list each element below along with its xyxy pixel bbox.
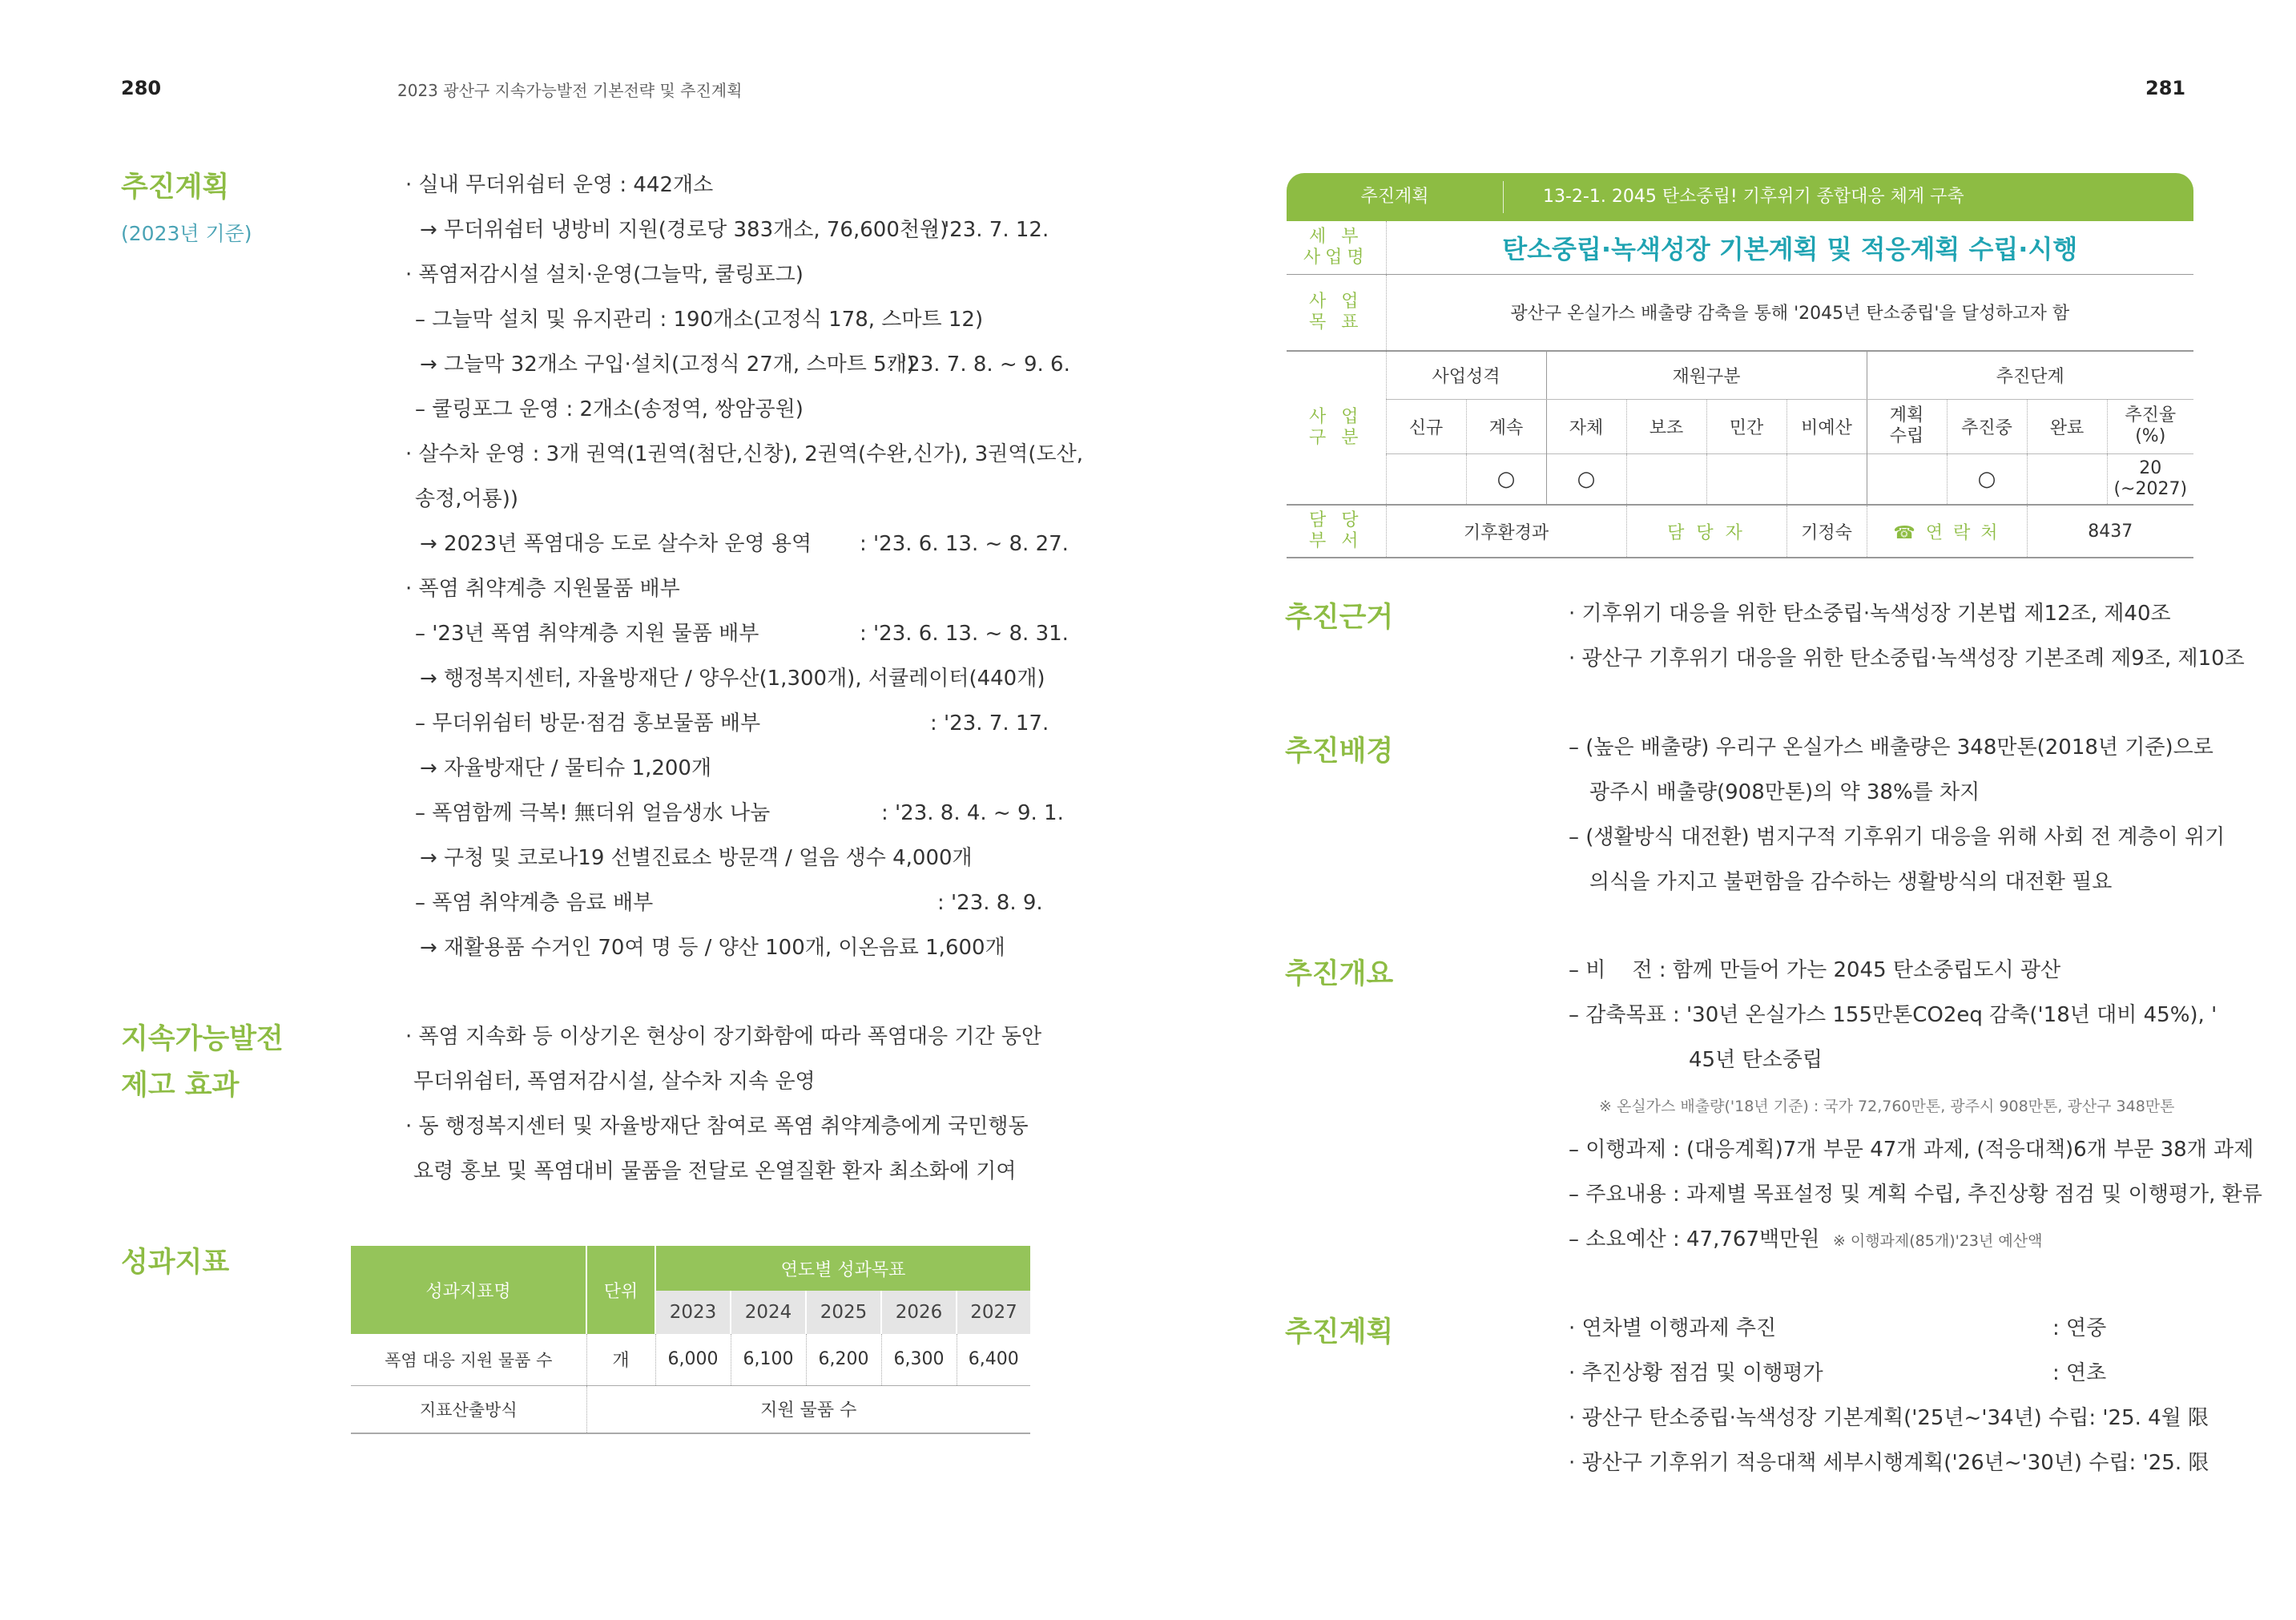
plan-date: : '23. 8. 9.: [937, 891, 1043, 915]
kpi-year: 2023: [655, 1291, 731, 1334]
plan-line: → 2023년 폭염대응 도로 살수차 운영 용역: [420, 532, 812, 556]
project-table-header: [1287, 173, 2193, 221]
section-title-plan: 추진계획: [121, 171, 230, 204]
project-type-label: 사 업 구 분: [1309, 407, 1364, 448]
plan-date: : '23. 8. 4. ~ 9. 1.: [881, 801, 1064, 825]
section-title-sustain: [121, 1016, 284, 1109]
plan-right-line: · 추진상황 점검 및 이행평가: [1569, 1361, 1823, 1385]
overview-note: ※ 온실가스 배출량('18년 기준) : 국가 72,760만톤, 광주시 908만톤, 광산구 348만톤: [1599, 1098, 2175, 1115]
plan-line: · 살수차 운영 : 3개 권역(1권역(첨단,신창), 2권역(수완,신가), 3권역(도산,: [405, 442, 1084, 466]
project-mark: [1386, 453, 1466, 505]
overview-budget-note: ※ 이행과제(85개)'23년 예산액: [1832, 1232, 2043, 1250]
basis-line: · 광산구 기후위기 대응을 위한 탄소중립·녹색성장 기본조례 제9조, 제10조: [1569, 647, 2245, 671]
plan-line: → 구청 및 코로나19 선별진료소 방문객 / 얼음 생수 4,000개: [420, 846, 973, 870]
project-col-label: 자체: [1546, 399, 1626, 453]
kpi-header-indicator: 성과지표명: [351, 1246, 586, 1334]
kpi-header-targets: 연도별 성과목표: [655, 1246, 1030, 1291]
plan-line: – 쿨링포그 운영 : 2개소(송정역, 쌍암공원): [415, 397, 804, 421]
plan-line: – 폭염함께 극복! 無더위 얼음생水 나눔: [415, 801, 771, 825]
right-page-number: 281: [2145, 77, 2186, 99]
project-col-label: 비예산: [1786, 399, 1867, 453]
project-col-label: 추진율 (%): [2107, 399, 2193, 453]
plan-right-line: · 광산구 탄소중립·녹색성장 기본계획('25년~'34년) 수립: '25. 4월 限: [1569, 1406, 2209, 1430]
section-title-sustain-line2: 제고 효과: [121, 1070, 240, 1102]
project-person-value: 기정숙: [1786, 505, 1867, 558]
project-col-label: 신규: [1386, 399, 1466, 453]
sustain-list: [405, 1014, 1042, 1194]
kpi-year: 2027: [957, 1291, 1030, 1334]
plan-line: 송정,어룡)): [415, 487, 519, 511]
left-page-number: 280: [121, 77, 162, 99]
background-line: – (높은 배출량) 우리구 온실가스 배출량은 348만톤(2018년 기준)으로: [1569, 735, 2213, 760]
project-dept-value: 기후환경과: [1386, 505, 1626, 558]
section-subtitle-plan: (2023년 기준): [121, 222, 252, 245]
kpi-row-value: 6,100: [731, 1334, 806, 1385]
plan-line: → 무더위쉼터 냉방비 지원(경로당 383개소, 76,600천원): [420, 218, 949, 242]
overview-goal: 45년 탄소중립: [1689, 1048, 1823, 1072]
sustain-line: 무더위쉼터, 폭염저감시설, 살수차 지속 운영: [413, 1070, 816, 1094]
overview-list: [1569, 948, 2262, 1262]
plan-line: · 폭염 취약계층 지원물품 배부: [405, 577, 680, 601]
project-person-label: 담 당 자: [1626, 505, 1786, 558]
plan-right-line: · 연차별 이행과제 추진: [1569, 1316, 1777, 1340]
plan-line: – '23년 폭염 취약계층 지원 물품 배부: [415, 622, 759, 646]
plan-line: → 그늘막 32개소 구입·설치(고정식 27개, 스마트 5개): [420, 353, 915, 377]
plan-line: → 행정복지센터, 자율방재단 / 양우산(1,300개), 서큘레이터(440개): [420, 667, 1045, 691]
plan-line: → 자율방재단 / 물티슈 1,200개: [420, 756, 712, 780]
sustain-line: · 폭염 지속화 등 이상기온 현상이 장기화함에 따라 폭염대응 기간 동안: [405, 1025, 1042, 1049]
plan-line: – 폭염 취약계층 음료 배부: [415, 891, 654, 915]
section-title-overview: 추진개요: [1285, 958, 1394, 990]
overview-budget: – 소요예산 : 47,767백만원: [1569, 1227, 1820, 1251]
kpi-row-name: 폭염 대응 지원 물품 수: [385, 1350, 553, 1370]
project-mark: [1706, 453, 1786, 505]
kpi-year: 2026: [881, 1291, 957, 1334]
kpi-year: 2025: [806, 1291, 881, 1334]
project-contact-value: 8437: [2027, 505, 2193, 558]
background-line: 광주시 배출량(908만톤)의 약 38%를 차지: [1589, 780, 1980, 804]
plan-line: – 무더위쉼터 방문·점검 홍보물품 배부: [415, 711, 761, 735]
plan-right-date: : 연초: [2052, 1361, 2107, 1385]
overview-content: – 주요내용 : 과제별 목표설정 및 계획 수립, 추진상황 점검 및 이행평가, 환류: [1569, 1183, 2262, 1207]
plan-right-list: [1569, 1306, 2226, 1485]
project-mark: 20 (~2027): [2107, 453, 2193, 505]
project-dept-label: 담 당 부 서: [1309, 510, 1364, 551]
project-col-label: 추진중: [1947, 399, 2027, 453]
project-contact-label: ☎ 연 락 처: [1867, 505, 2027, 558]
plan-date: : '23. 6. 13. ~ 8. 27.: [860, 532, 1069, 556]
project-mark: [1786, 453, 1867, 505]
kpi-year: 2024: [731, 1291, 806, 1334]
background-line: 의식을 가지고 불편함을 감수하는 생활방식의 대전환 필요: [1589, 870, 2113, 894]
project-group-funding: 재원구분: [1546, 351, 1867, 399]
project-name-label: 세 부 사업명: [1303, 226, 1369, 268]
project-col-label: 계획 수립: [1867, 399, 1947, 453]
project-col-label: 계속: [1466, 399, 1546, 453]
kpi-row-value: 6,200: [806, 1334, 881, 1385]
section-title-sustain-line1: 지속가능발전: [121, 1023, 284, 1055]
project-col-label: 보조: [1626, 399, 1706, 453]
project-group-nature: 사업성격: [1386, 351, 1546, 399]
project-goal-value: 광산구 온실가스 배출량 감축을 통해 '2045년 탄소중립'을 달성하고자 함: [1386, 274, 2193, 351]
project-header-label: 추진계획: [1360, 187, 1429, 207]
kpi-header-unit: 단위: [586, 1246, 655, 1334]
plan-date: : '23. 7. 17.: [930, 711, 1049, 735]
kpi-method-label: 지표산출방식: [419, 1400, 518, 1420]
overview-goal: – 감축목표 : '30년 온실가스 155만톤CO2eq 감축('18년 대비 45%), ': [1569, 1003, 2217, 1027]
project-col-label: 민간: [1706, 399, 1786, 453]
kpi-table: [351, 1246, 1030, 1434]
project-goal-label: 사 업 목 표: [1309, 291, 1364, 332]
kpi-row-value: 6,300: [881, 1334, 957, 1385]
overview-tasks: – 이행과제 : (대응계획)7개 부문 47개 과제, (적응대책)6개 부문 38개 과제: [1569, 1138, 2254, 1162]
kpi-method-value: 지원 물품 수: [586, 1385, 1030, 1433]
background-list: [1569, 725, 2226, 905]
project-mark: ○: [1546, 453, 1626, 505]
sustain-line: 요령 홍보 및 폭염대비 물품을 전달로 온열질환 환자 최소화에 기여: [413, 1159, 1017, 1183]
project-mark: ○: [1466, 453, 1546, 505]
plan-right-line: · 광산구 기후위기 적응대책 세부시행계획('26년~'30년) 수립: '25. 限: [1569, 1451, 2209, 1475]
project-name-value: 탄소중립·녹색성장 기본계획 및 적응계획 수립·시행: [1386, 221, 2193, 274]
plan-date: : '23. 7. 8. ~ 9. 6.: [888, 353, 1070, 377]
background-line: – (생활방식 대전환) 범지구적 기후위기 대응을 위해 사회 전 계층이 위기: [1569, 825, 2226, 849]
project-group-stage: 추진단계: [1867, 351, 2193, 399]
plan-list: [405, 163, 1084, 970]
project-header-value: 13-2-1. 2045 탄소중립! 기후위기 종합대응 체계 구축: [1543, 187, 1964, 207]
kpi-row-value: 6,400: [957, 1334, 1030, 1385]
basis-line: · 기후위기 대응을 위한 탄소중립·녹색성장 기본법 제12조, 제40조: [1569, 602, 2171, 626]
project-table: [1287, 221, 2193, 558]
overview-vision: – 비 전 : 함께 만들어 가는 2045 탄소중립도시 광산: [1569, 958, 2061, 982]
section-title-background: 추진배경: [1285, 735, 1394, 768]
plan-date: : '23. 6. 13. ~ 8. 31.: [860, 622, 1069, 646]
plan-right-date: : 연중: [2052, 1316, 2107, 1340]
kpi-row-unit: 개: [586, 1334, 655, 1385]
project-mark: [1867, 453, 1947, 505]
basis-list: [1569, 591, 2245, 681]
project-mark: ○: [1947, 453, 2027, 505]
project-mark: [2027, 453, 2107, 505]
kpi-row-value: 6,000: [655, 1334, 731, 1385]
sustain-line: · 동 행정복지센터 및 자율방재단 참여로 폭염 취약계층에게 국민행동: [405, 1114, 1029, 1138]
plan-line: – 그늘막 설치 및 유지관리 : 190개소(고정식 178, 스마트 12): [415, 308, 984, 332]
plan-line: · 실내 무더위쉼터 운영 : 442개소: [405, 173, 714, 197]
plan-date: : '23. 7. 12.: [930, 218, 1049, 242]
running-title: 2023 광산구 지속가능발전 기본전략 및 추진계획: [397, 81, 743, 100]
project-col-label: 완료: [2027, 399, 2107, 453]
section-title-plan-right: 추진계획: [1285, 1316, 1394, 1348]
project-mark: [1626, 453, 1706, 505]
section-title-kpi: 성과지표: [121, 1247, 230, 1279]
plan-line: → 재활용품 수거인 70여 명 등 / 양산 100개, 이온음료 1,600개: [420, 936, 1005, 960]
plan-line: · 폭염저감시설 설치·운영(그늘막, 쿨링포그): [405, 263, 804, 287]
section-title-basis: 추진근거: [1285, 602, 1394, 634]
